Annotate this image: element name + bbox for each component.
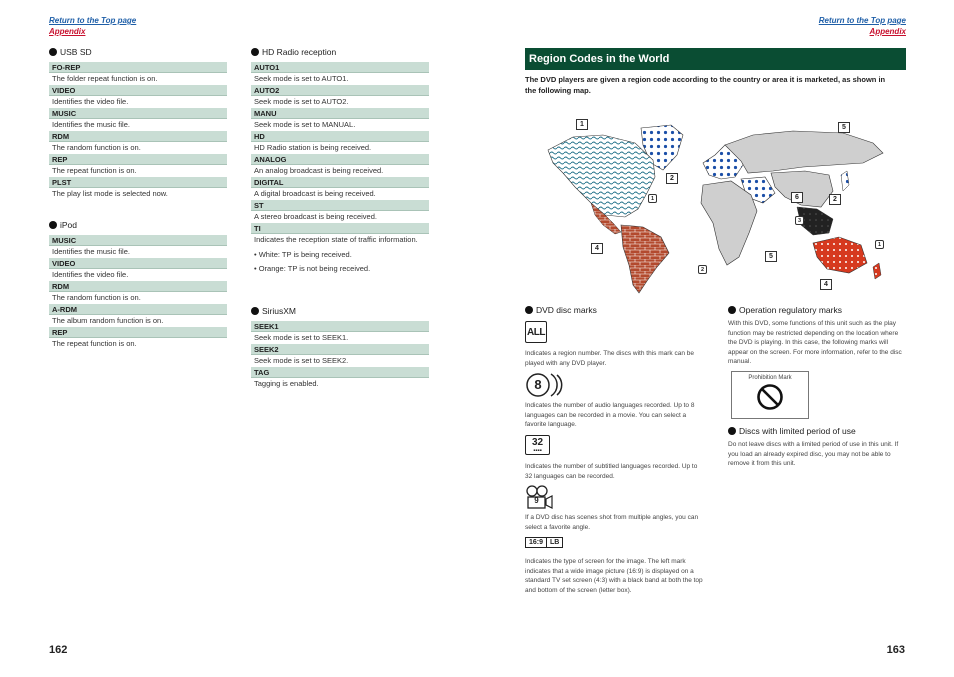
operation-section [728, 305, 906, 367]
north-america-region [548, 135, 655, 217]
prohibition-box [731, 371, 809, 419]
table-row-label: MUSIC [49, 235, 227, 246]
table-row-label: SEEK2 [251, 344, 429, 355]
table-row-label: RDM [49, 281, 227, 292]
hd-section [251, 47, 429, 276]
bullet-icon [49, 221, 57, 229]
dvd-marks-section [525, 305, 710, 315]
page-number-right: 163 [886, 644, 905, 656]
region-number-label: 2 [666, 173, 678, 184]
world-region-map [543, 115, 893, 295]
table-row-desc: The folder repeat function is on. [52, 74, 158, 83]
table-row-label: VIDEO [49, 85, 227, 96]
region-number-label: 5 [838, 122, 850, 133]
region-number-label: 1 [576, 119, 588, 130]
region-number-label: 1 [875, 240, 884, 249]
table-row-label: A-RDM [49, 304, 227, 315]
table-row-desc: The random function is on. [52, 143, 141, 152]
subtitle-mark-desc: Indicates the number of subtitled languages recorded. Up to 32 languages can be recorded. [525, 463, 698, 480]
table-row-desc: The album random function is on. [52, 316, 164, 325]
table-row-label: VIDEO [49, 258, 227, 269]
angle-count: 9 [534, 496, 539, 505]
angle-mark-desc: If a DVD disc has scenes shot from multiple angles, you can select a favorite angle. [525, 514, 699, 531]
ti-bullet: • Orange: TP is not being received. [254, 264, 371, 273]
limited-title: Discs with limited period of use [728, 426, 906, 436]
limited-section [728, 426, 906, 469]
table-row-label: DIGITAL [251, 177, 429, 188]
table-row-label: FO-REP [49, 62, 227, 73]
all-mark-desc: Indicates a region number. The discs with this mark can be played with any DVD player. [525, 350, 694, 367]
sirius-table [251, 321, 429, 390]
table-row-desc: A stereo broadcast is being received. [254, 212, 377, 221]
table-row-desc: The repeat function is on. [52, 166, 137, 175]
table-row-label: AUTO1 [251, 62, 429, 73]
table-row-label: MANU [251, 108, 429, 119]
region-intro: The DVD players are given a region code according to the country or area it is marketed, as shown in the following map. [525, 75, 886, 95]
table-row-desc: Seek mode is set to MANUAL. [254, 120, 356, 129]
russia-region [725, 131, 883, 173]
hd-table [251, 62, 429, 246]
left-header [49, 15, 136, 37]
limited-desc: Do not leave discs with a limited period of use in this unit. If you load an already expired disc, you may not be able to remove it from this unit. [728, 441, 899, 467]
region-title: Region Codes in the World [525, 48, 906, 70]
table-row-label: TAG [251, 367, 429, 378]
sirius-title: SiriusXM [251, 306, 429, 316]
australia-region [813, 237, 867, 273]
table-row-label: HD [251, 131, 429, 142]
ipod-title: iPod [49, 220, 227, 230]
table-row-label: RDM [49, 131, 227, 142]
usb-title: USB SD [49, 47, 227, 57]
hd-title: HD Radio reception [251, 47, 429, 57]
table-row-desc: Indicates the reception state of traffic information. [254, 235, 418, 244]
table-row-label: REP [49, 327, 227, 338]
table-row-desc: Identifies the video file. [52, 97, 129, 106]
bullet-icon [728, 306, 736, 314]
right-header [819, 15, 906, 37]
table-row-label: REP [49, 154, 227, 165]
table-row-desc: HD Radio station is being received. [254, 143, 372, 152]
table-row-desc: Identifies the music file. [52, 120, 130, 129]
region-number-label: 6 [791, 192, 803, 203]
africa-region [701, 181, 757, 265]
region-number-label: 2 [829, 194, 841, 205]
ipod-section [49, 220, 227, 350]
new-zealand-region [873, 263, 881, 279]
table-row-label: MUSIC [49, 108, 227, 119]
table-row-label: SEEK1 [251, 321, 429, 332]
japan-region [841, 171, 849, 191]
usb-section [49, 47, 227, 200]
bullet-icon [49, 48, 57, 56]
region-all-icon: ALL [525, 321, 547, 343]
table-row-label: AUTO2 [251, 85, 429, 96]
table-row-label: PLST [49, 177, 227, 188]
prohibition-label: Prohibition Mark [748, 375, 792, 381]
ti-bullet: • White: TP is being received. [254, 250, 352, 259]
sirius-section [251, 306, 429, 390]
page-number-left: 162 [49, 644, 68, 656]
audio-mark-desc: Indicates the number of audio languages recorded. Up to 8 languages can be recorded in a movie. You can select a favorite language. [525, 402, 695, 428]
screen-type-icon: 16:9 LB [525, 537, 563, 548]
appendix-link[interactable]: Appendix [49, 27, 86, 36]
table-row-desc: The repeat function is on. [52, 339, 137, 348]
table-row-label: ANALOG [251, 154, 429, 165]
bullet-icon [251, 48, 259, 56]
table-row-desc: A digital broadcast is being received. [254, 189, 376, 198]
top-page-link-right[interactable]: Return to the Top page [818, 16, 906, 25]
bullet-icon [525, 306, 533, 314]
region-number-label: 4 [820, 279, 832, 290]
table-row-desc: An analog broadcast is being received. [254, 166, 384, 175]
table-row-desc: Identifies the video file. [52, 270, 129, 279]
dvd-marks-title: DVD disc marks [525, 305, 710, 315]
audio-languages-count: 8 [534, 377, 542, 392]
south-america-region [621, 225, 669, 293]
subtitle-languages-icon: 32 ▪▪▪▪ [525, 435, 550, 455]
region-number-label: 3 [795, 216, 804, 225]
table-row-label: TI [251, 223, 429, 234]
screen-mark-desc: Indicates the type of screen for the image. The left mark indicates that a wide image picture (16:9) is displayed on a standard TV set screen (4:3) with a black band at both the top and bottom of the screen (letter box). [525, 558, 703, 594]
operation-title: Operation regulatory marks [728, 305, 906, 315]
region-number-label: 2 [698, 265, 707, 274]
table-row-desc: Identifies the music file. [52, 247, 130, 256]
table-row-desc: Seek mode is set to AUTO2. [254, 97, 349, 106]
ipod-table [49, 235, 227, 350]
usb-table [49, 62, 227, 200]
bullet-icon [251, 307, 259, 315]
table-row-desc: Tagging is enabled. [254, 379, 319, 388]
table-row-desc: The play list mode is selected now. [52, 189, 168, 198]
region-number-label: 1 [648, 194, 657, 203]
top-page-link[interactable]: Return to the Top page [49, 16, 137, 25]
prohibition-icon [756, 383, 784, 411]
table-row-desc: The random function is on. [52, 293, 141, 302]
operation-desc: With this DVD, some functions of this unit such as the play function may be restricted depending on the location where the DVD is playing. In this case, the following marks will appear on the screen. For more information, refer to the disc manual. [728, 320, 902, 365]
region-number-label: 5 [765, 251, 777, 262]
region-number-label: 4 [591, 243, 603, 254]
bullet-icon [728, 427, 736, 435]
appendix-link-right[interactable]: Appendix [869, 27, 906, 36]
table-row-desc: Seek mode is set to SEEK1. [254, 333, 349, 342]
table-row-desc: Seek mode is set to AUTO1. [254, 74, 349, 83]
table-row-desc: Seek mode is set to SEEK2. [254, 356, 349, 365]
table-row-label: ST [251, 200, 429, 211]
